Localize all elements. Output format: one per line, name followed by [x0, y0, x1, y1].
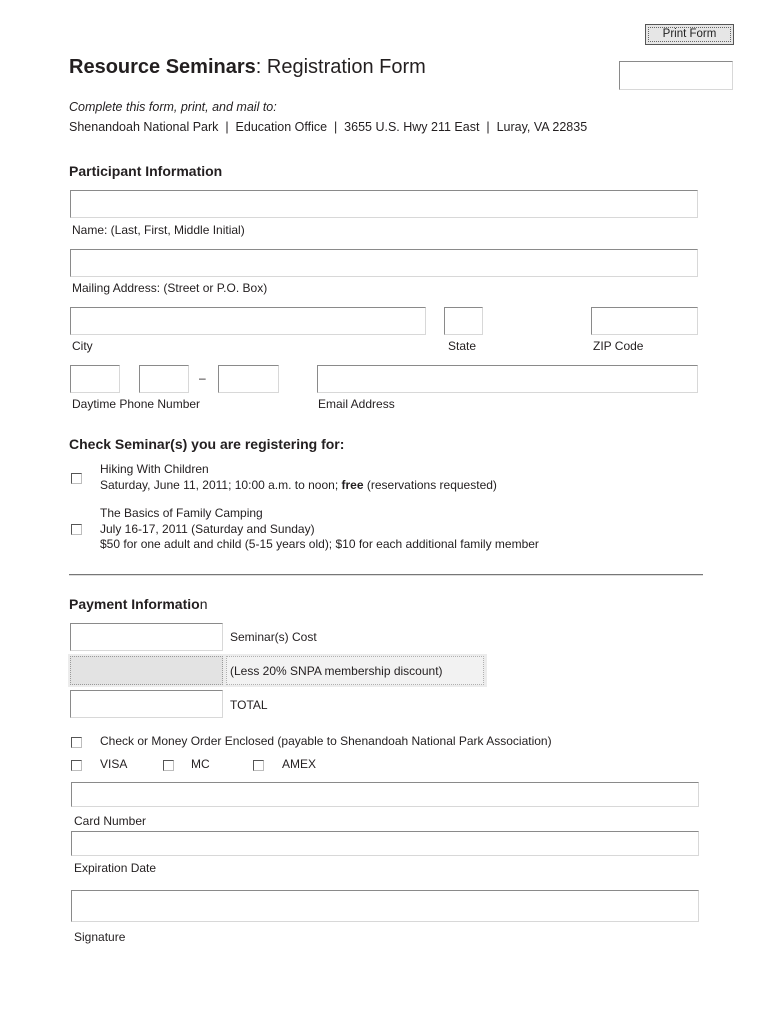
phone-prefix-field[interactable]	[139, 365, 189, 393]
seminar-camping-price: $50 for one adult and child (5-15 years old); $10 for each additional family member	[100, 537, 539, 551]
seminar-hiking-note: (reservations requested)	[363, 477, 497, 492]
seminar-camping-info	[100, 506, 539, 553]
discount-field	[70, 656, 223, 685]
header-id-field[interactable]	[619, 61, 733, 90]
city-label: City	[72, 339, 93, 353]
phone-area-field[interactable]	[70, 365, 120, 393]
total-label: TOTAL	[230, 698, 268, 712]
seminar-camping-title: The Basics of Family Camping	[100, 506, 263, 520]
mail-address: Shenandoah National Park | Education Office | 3655 U.S. Hwy 211 East | Luray, VA 22835	[69, 120, 588, 134]
check-money-order-label: Check or Money Order Enclosed (payable to Shenandoah National Park Association)	[100, 734, 552, 748]
signature-field[interactable]	[71, 890, 699, 922]
payment-heading	[69, 596, 208, 612]
discount-label: (Less 20% SNPA membership discount)	[230, 664, 443, 678]
name-field[interactable]	[70, 190, 698, 218]
state-label: State	[448, 339, 477, 353]
seminar-camping-checkbox[interactable]	[71, 524, 82, 535]
mailing-address-label: Mailing Address: (Street or P.O. Box)	[72, 281, 268, 295]
mail-instructions: Complete this form, print, and mail to:	[69, 100, 277, 114]
page-title	[69, 56, 426, 79]
phone-label: Daytime Phone Number	[72, 397, 201, 411]
expiration-date-label: Expiration Date	[74, 861, 157, 875]
visa-checkbox[interactable]	[71, 760, 82, 771]
phone-line-field[interactable]	[218, 365, 279, 393]
print-form-button[interactable]	[645, 24, 734, 45]
seminar-hiking-checkbox[interactable]	[71, 473, 82, 484]
email-field[interactable]	[317, 365, 698, 393]
zip-label: ZIP Code	[593, 339, 644, 353]
name-label: Name: (Last, First, Middle Initial)	[72, 223, 245, 237]
state-field[interactable]	[444, 307, 483, 335]
print-form-label: Print Form	[648, 27, 731, 42]
total-field[interactable]	[70, 690, 223, 718]
visa-label: VISA	[100, 757, 128, 771]
amex-checkbox[interactable]	[253, 760, 264, 771]
amex-label: AMEX	[282, 757, 317, 771]
participant-heading: Participant Information	[69, 163, 223, 179]
check-money-order-checkbox[interactable]	[71, 737, 82, 748]
city-field[interactable]	[70, 307, 426, 335]
seminar-hiking-details	[100, 478, 497, 494]
seminar-camping-dates: July 16-17, 2011 (Saturday and Sunday)	[100, 521, 315, 536]
mc-label: MC	[191, 757, 210, 771]
phone-dash: –	[199, 371, 206, 385]
payment-heading-main: Payment Informatio	[69, 596, 200, 612]
seminar-cost-field[interactable]	[70, 623, 223, 651]
email-label: Email Address	[318, 397, 395, 411]
payment-heading-tail: n	[199, 596, 208, 612]
card-number-field[interactable]	[71, 782, 699, 807]
seminar-cost-label: Seminar(s) Cost	[230, 630, 317, 644]
title-rest: : Registration Form	[255, 56, 426, 78]
seminars-heading: Check Seminar(s) you are registering for:	[69, 436, 345, 452]
card-number-label: Card Number	[74, 814, 147, 828]
zip-field[interactable]	[591, 307, 698, 335]
expiration-date-field[interactable]	[71, 831, 699, 856]
seminar-hiking-date: Saturday, June 11, 2011; 10:00 a.m. to noon;	[100, 477, 342, 492]
title-bold: Resource Seminars	[69, 56, 256, 78]
signature-label: Signature	[74, 930, 126, 944]
mailing-address-field[interactable]	[70, 249, 698, 277]
mc-checkbox[interactable]	[163, 760, 174, 771]
seminar-hiking-price: free	[341, 477, 364, 492]
seminar-hiking-info	[100, 462, 497, 493]
section-divider	[69, 574, 703, 576]
seminar-hiking-title: Hiking With Children	[100, 462, 209, 476]
